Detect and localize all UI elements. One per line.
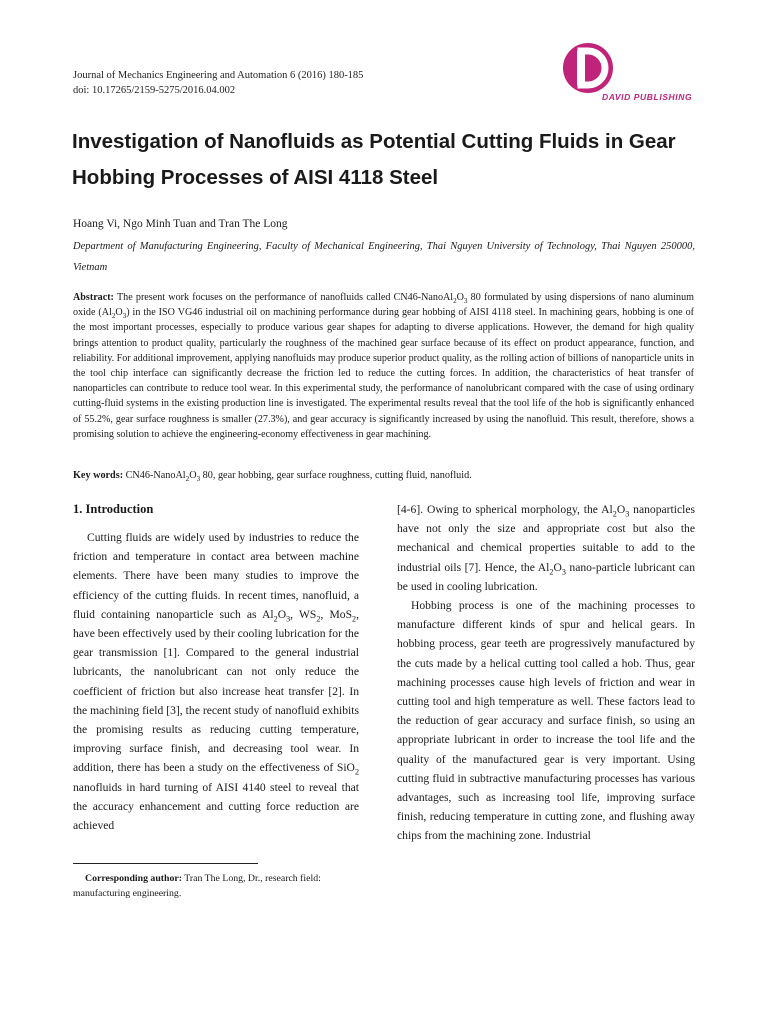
affiliation: Department of Manufacturing Engineering, Faculty of Mechanical Engineering, Thai Nguyen University of Technology, Thai Nguyen 250000, Vietnam (73, 241, 695, 273)
footnote-text: Tran The Long, Dr., research field: manufacturing engineering. (73, 873, 321, 899)
david-publishing-logo-icon (562, 38, 712, 110)
body-text: O (553, 560, 562, 574)
keywords-text: CN46-NanoAl (123, 470, 186, 481)
subscript: 2 (352, 614, 357, 624)
body-text: nano-particle lubricant can be used in cooling lubrication. (397, 560, 695, 593)
paragraph: Hobbing process is one of the machining processes to manufacture different kinds of spur and helical gears. In hobbing process, gear teeth are progressively manufactured by the cuts made by a helical cutting tool called a hob. Thus, gear machining processes cause high levels of friction and wear in cutting tool and high temperature as well. These factors lead to the reduction of gear accuracy and surface finish, so using an appropriate lubricant in order to increase the tool life and the quality of the manufactured gear is very important. Using cutting fluid in subtractive manufacturing processes has various advantages, such as increasing tool life, improving surface finish, reducing temperature in cutting zone, and flushing away chips from the machining zone. Industrial (397, 599, 695, 843)
subscript: 2 (316, 614, 321, 624)
left-column (73, 528, 359, 835)
subscript: 3 (286, 614, 291, 624)
subscript: 3 (463, 297, 468, 306)
journal-citation (73, 68, 363, 98)
paragraph (73, 528, 359, 835)
subscript: 2 (354, 767, 359, 777)
body-text: , WS (290, 607, 317, 621)
footnote (73, 871, 363, 901)
body-text: , MoS (320, 607, 353, 621)
logo-text: DAVID PUBLISHING (602, 92, 693, 102)
subscript: 3 (122, 312, 127, 321)
footnote-divider (73, 863, 258, 864)
subscript: 3 (625, 509, 630, 519)
abstract (73, 290, 694, 442)
subscript: 3 (196, 475, 201, 484)
body-text: O (277, 607, 287, 621)
abstract-text: The present work focuses on the performance of nanofluids called CN46-NanoAl (113, 292, 454, 303)
subscript: 2 (453, 297, 457, 306)
authors: Hoang Vi, Ngo Minh Tuan and Tran The Long (73, 218, 288, 230)
subscript: 3 (561, 566, 566, 576)
body-text: nanofluids in hard turning of AISI 4140 steel to reveal that the accuracy enhancement and cutting force reduction are achieved (73, 780, 359, 833)
abstract-label: Abstract: (73, 292, 114, 303)
subscript: 2 (185, 475, 190, 484)
body-text: [4-6]. Owing to spherical morphology, the Al (397, 503, 613, 516)
abstract-text: 80 formulated by using dispersions of nano aluminum oxide (Al (73, 292, 694, 319)
paragraph (397, 500, 695, 596)
keywords-text: 80, gear hobbing, gear surface roughness, cutting fluid, nanofluid. (200, 470, 472, 481)
journal-line: Journal of Mechanics Engineering and Automation 6 (2016) 180-185 (73, 70, 364, 81)
body-text: Cutting fluids are widely used by industries to reduce the friction and temperature in contact area between machine elements. There have been many studies to improve the efficiency of the cutting fluids. In recent times, nanofluid, a fluid containing nanoparticle such as Al (73, 531, 359, 621)
abstract-text: O (115, 307, 123, 319)
right-column (397, 500, 695, 846)
keywords-label: Key words: (73, 470, 124, 481)
paper-title: Investigation of Nanofluids as Potential Cutting Fluids in Gear Hobbing Processes of AISI 4118 Steel (72, 130, 676, 189)
abstract-text: ) in the ISO VG46 industrial oil on machining performance during gear hobbing of AISI 4118 steel. In machining gears, hobbing is one of the most important processes, especially to produce various gear shapes for adapting to diverse applications. However, the demand for high quality brings attention to product quality, particularly the roughness of the machined gear surface because of its effect on product appearance, function, and reliability. For additional improvement, applying nanofluids may produce superior product quality, as the rolling action of billions of nanoparticle units in the tool chip interface can significantly decrease the friction led to reduce the cutting forces. In addition, the characteristics of heat transfer of nanoparticles can contribute to reduce tool wear. In this experimental study, the performance of nanolubricant compared with the case of using ordinary cutting-fluid systems in the existing production line is investigated. The experimental results reveal that the tool life of the hob is significantly enhanced of 55.2%, gear surface roughness is smaller (27.3%), and gear accuracy is significantly increased by using the nanofluid. This result, therefore, shows a promising solution to achieve the engineering-economy effectiveness in gear machining. (73, 307, 695, 440)
doi-line: doi: 10.17265/2159-5275/2016.04.002 (73, 85, 236, 96)
subscript: 2 (111, 312, 116, 321)
subscript: 2 (612, 509, 617, 519)
keywords (73, 470, 694, 484)
keywords-text: O (189, 470, 197, 481)
section-title-introduction: 1. Introduction (73, 502, 154, 516)
subscript: 2 (549, 566, 554, 576)
subscript: 2 (273, 614, 278, 624)
abstract-text: O (456, 292, 464, 303)
footnote-label: Corresponding author: (85, 873, 182, 884)
body-text: nanoparticles have not only the size and appropriate cost but also the mechanical and chemical properties suitable to add to the industrial oils [7]. Hence, the Al (397, 503, 695, 574)
body-text: , have been effectively used by their cooling lubrication for the gear transmission [1]. Compared to the general industrial lubricants, the nanolubricant can not only reduce the coefficient of friction but also increase heat transfer [2]. In the machining field [3], the recent study of nanofluid exhibits the promising results as reducing cutting temperature, improving surface finish, and decreasing tool wear. In addition, there has been a study on the effectiveness of SiO (73, 607, 359, 775)
body-text: O (616, 503, 626, 516)
publisher-logo (562, 38, 712, 110)
